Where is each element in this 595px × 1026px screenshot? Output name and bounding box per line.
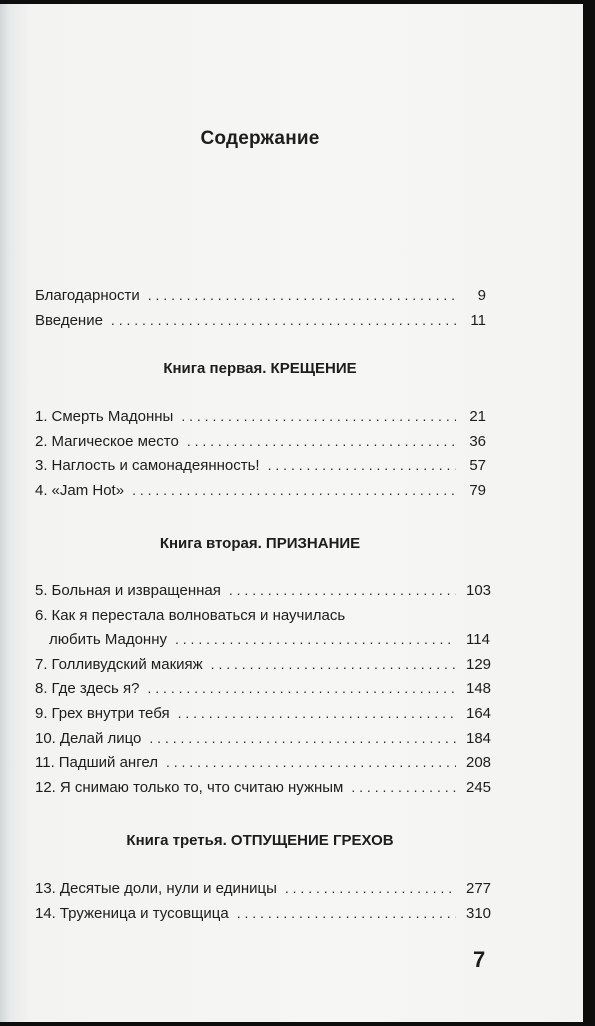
toc-book-one [35,408,486,506]
entry-title: Как я перестала волноваться и научилась [51,606,346,624]
book-heading: Книга первая. КРЕЩЕНИЕ [163,360,357,377]
entry-title: Благодарности [35,287,140,304]
dot-leader [148,680,457,696]
entry-title: Введение [35,311,103,329]
page-title: Содержание [200,128,320,149]
toc-entry [35,582,492,607]
entry-page: 208 [466,754,492,772]
dot-leader [211,656,456,672]
page-number: 7 [473,947,486,972]
toc-entry [35,704,492,730]
toc-front-matter [35,287,486,336]
entry-title: Труженица и тусовщица [59,904,229,922]
book-page [0,4,583,1022]
entry-page: 9 [477,287,486,304]
toc-entry [35,287,486,312]
toc-entry-continuation [35,631,490,656]
toc-entry [35,607,486,632]
entry-page: 277 [466,880,492,897]
entry-number: 3. [35,457,48,475]
toc-entry [35,754,492,779]
entry-number: 13. [35,880,56,897]
toc-entry [35,457,486,482]
entry-page: 184 [466,729,492,747]
toc-book-three [35,880,492,929]
entry-number: 10. [35,729,56,747]
entry-title: Голливудский макияж [51,655,203,673]
dot-leader [175,631,456,647]
toc-entry [35,778,492,804]
dot-leader [166,754,456,770]
entry-page: 21 [469,408,486,425]
entry-title: Больная и извращенная [51,582,221,599]
toc-entry [35,408,486,433]
entry-number: 7. [35,655,48,673]
toc-book-two [35,582,492,803]
entry-number: 5. [35,582,48,599]
entry-title: «Jam Hot» [51,481,125,499]
dot-leader [132,482,456,498]
entry-number: 1. [35,408,48,425]
toc-entry [35,680,492,705]
entry-number: 12. [35,778,56,796]
dot-leader [285,880,456,896]
dot-leader [149,730,456,746]
dot-leader [178,705,456,721]
book-heading: Книга третья. ОТПУЩЕНИЕ ГРЕХОВ [126,832,394,849]
entry-number: 11. [35,754,55,772]
dot-leader [111,312,456,328]
entry-number: 6. [35,606,48,624]
entry-page: 11 [470,311,486,329]
dot-leader [181,408,456,424]
entry-page: 310 [466,904,492,922]
entry-number: 8. [35,680,48,698]
dot-leader [237,905,456,921]
entry-title: Где здесь я? [51,680,140,698]
entry-page: 129 [466,655,492,673]
entry-page: 164 [466,704,492,722]
entry-page: 114 [466,631,490,649]
dot-leader [229,582,456,598]
entry-title: Я снимаю только то, что считаю нужным [59,778,344,796]
entry-page: 57 [469,457,486,475]
entry-number: 9. [35,704,48,722]
book-heading: Книга вторая. ПРИЗНАНИЕ [159,535,361,552]
entry-page: 148 [466,680,492,698]
entry-title: Наглость и самонадеянность! [51,457,260,475]
entry-page: 245 [466,778,492,796]
toc-entry [35,433,486,458]
dot-leader [351,779,456,795]
dot-leader [268,457,456,473]
toc-entry [35,904,492,930]
entry-page: 36 [469,432,486,450]
dot-leader [148,287,456,303]
entry-number: 2. [35,432,48,450]
toc-entry [35,880,492,905]
entry-page: 79 [469,481,486,499]
entry-title: Падший ангел [58,754,158,772]
entry-page: 103 [466,582,492,599]
dot-leader [187,433,456,449]
entry-title: Магическое место [51,432,179,450]
toc-entry [35,729,492,755]
entry-title-continued: любить Мадонну [49,631,167,649]
entry-title: Десятые доли, нули и единицы [59,880,277,897]
entry-number: 14. [35,904,56,922]
entry-number: 4. [35,481,48,499]
toc-entry [35,655,492,681]
toc-entry [35,482,486,507]
entry-title: Смерть Мадонны [51,408,174,425]
toc-entry [35,312,486,337]
entry-title: Делай лицо [59,729,142,747]
entry-title: Грех внутри тебя [51,704,170,722]
